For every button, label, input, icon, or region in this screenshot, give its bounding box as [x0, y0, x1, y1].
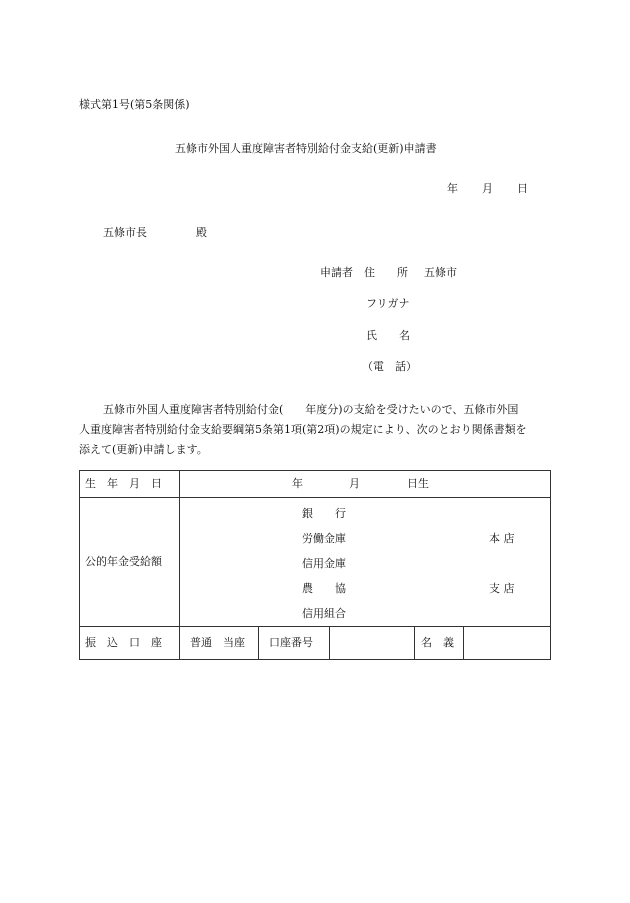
birth-year: 年: [292, 477, 303, 490]
transfer-account-label: 振 込 口 座: [85, 636, 162, 649]
addressee-name: 五條市長: [103, 226, 147, 239]
body-line-2: 人重度障害者特別給付金支給要綱第5条第1項(第2項)の規定により、次のとおり関係書類を: [79, 423, 527, 436]
body-line-3: 添えて(更新)申請します。: [79, 443, 208, 456]
head-office-label: 本 店: [489, 532, 515, 545]
applicant-label: 申請者: [320, 266, 353, 279]
account-holder-label: 名 義: [421, 636, 454, 649]
institution-credit-union: 信用組合: [302, 607, 346, 620]
institution-labor-bank: 労働金庫: [302, 532, 346, 545]
account-type: 普通 当座: [190, 636, 245, 649]
addressee-honorific: 殿: [196, 226, 207, 239]
birth-date-label: 生 年 月 日: [85, 477, 162, 490]
institution-shinkin: 信用金庫: [302, 557, 346, 570]
date-month: 月: [482, 182, 493, 195]
date-year: 年: [447, 182, 458, 195]
page-title: 五條市外国人重度障害者特別給付金支給(更新)申請書: [175, 142, 437, 155]
date-day: 日: [517, 182, 528, 195]
address-value: 五條市: [424, 266, 457, 279]
body-line-1: 五條市外国人重度障害者特別給付金( 年度分)の支給を受けたいので、五條市外国: [103, 403, 519, 416]
birth-day: 日生: [407, 477, 429, 490]
form-number: 様式第1号(第5条関係): [79, 98, 190, 111]
furigana-label: フリガナ: [366, 297, 410, 310]
branch-label: 支 店: [489, 582, 515, 595]
phone-label: （電 話）: [362, 360, 417, 373]
institution-bank: 銀 行: [302, 507, 346, 520]
name-label: 氏 名: [366, 329, 410, 342]
account-number-label: 口座番号: [269, 636, 313, 649]
birth-month: 月: [349, 477, 360, 490]
institution-nokyo: 農 協: [302, 582, 346, 595]
address-label: 住 所: [364, 266, 408, 279]
pension-label: 公的年金受給額: [85, 555, 162, 568]
